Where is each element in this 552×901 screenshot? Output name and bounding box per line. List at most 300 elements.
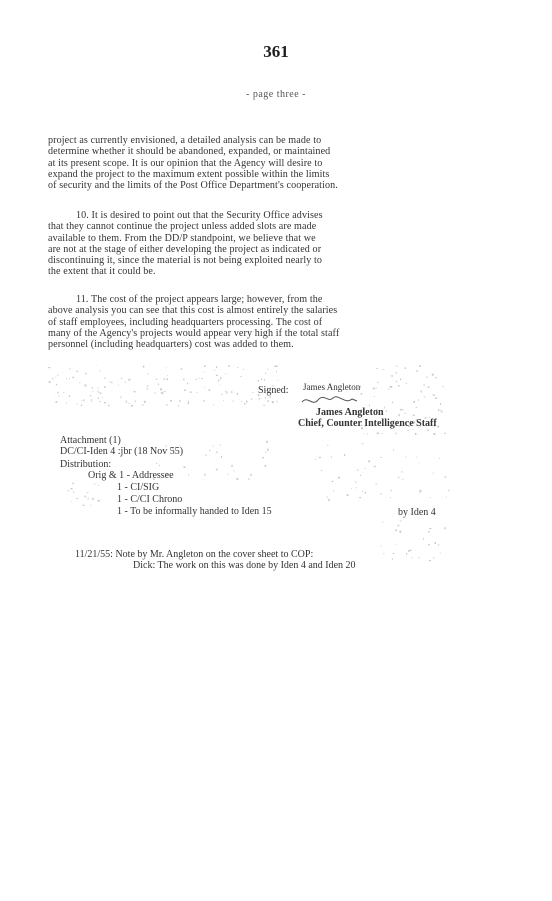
noise-speck <box>367 433 368 434</box>
noise-speck <box>419 463 420 464</box>
noise-speck <box>167 379 169 381</box>
noise-speck <box>121 378 123 379</box>
noise-speck <box>365 492 366 494</box>
noise-speck <box>204 366 206 368</box>
noise-speck <box>134 391 136 392</box>
noise-speck <box>204 400 205 402</box>
text-line: the extent that it could be. <box>48 266 156 278</box>
noise-speck <box>90 505 91 506</box>
noise-speck <box>128 379 130 381</box>
text-line: project as currently envisioned, a detailed analysis can be made to <box>48 135 322 146</box>
noise-speck <box>82 400 83 401</box>
noise-speck <box>164 391 165 392</box>
noise-speck <box>221 394 222 395</box>
noise-speck <box>250 474 251 476</box>
signed-label: Signed: <box>258 385 289 396</box>
distribution-item: Orig & 1 - Addressee <box>88 470 174 481</box>
noise-speck <box>49 381 51 383</box>
noise-speck <box>393 553 395 554</box>
noise-speck <box>369 405 370 407</box>
noise-speck <box>118 385 119 386</box>
noise-speck <box>244 403 245 405</box>
noise-speck <box>184 466 186 468</box>
noise-speck <box>156 379 158 380</box>
noise-speck <box>443 386 444 388</box>
noise-speck <box>92 387 93 389</box>
noise-speck <box>411 557 412 558</box>
noise-speck <box>202 378 203 379</box>
noise-speck <box>274 366 275 367</box>
noise-speck <box>377 368 378 369</box>
distribution-item: 1 - CI/SIG <box>117 482 160 493</box>
noise-speck <box>356 481 357 483</box>
noise-speck <box>68 490 70 491</box>
noise-speck <box>407 430 409 431</box>
noise-speck <box>420 490 422 492</box>
noise-speck <box>248 478 249 480</box>
noise-speck <box>264 405 265 406</box>
noise-speck <box>392 402 393 404</box>
noise-speck <box>365 468 366 469</box>
noise-speck <box>448 490 449 491</box>
noise-speck <box>120 397 121 399</box>
noise-speck <box>408 550 410 552</box>
noise-speck <box>184 390 186 391</box>
noise-speck <box>66 402 67 403</box>
noise-speck <box>90 395 91 396</box>
noise-speck <box>126 400 127 401</box>
noise-speck <box>190 392 192 393</box>
noise-speck <box>444 527 445 529</box>
noise-speck <box>377 382 378 383</box>
noise-speck <box>402 409 404 410</box>
noise-speck <box>410 550 412 551</box>
noise-speck <box>233 471 235 472</box>
noise-speck <box>444 433 446 434</box>
noise-speck <box>359 497 361 498</box>
noise-speck <box>97 398 99 399</box>
noise-speck <box>144 401 146 403</box>
text-line: of staff employees, including headquarters processing. The cost of <box>48 316 323 328</box>
noise-speck <box>228 365 229 367</box>
noise-speck <box>166 404 168 405</box>
noise-speck <box>195 379 197 380</box>
noise-speck <box>395 529 397 531</box>
noise-speck <box>69 396 70 398</box>
noise-speck <box>390 497 391 498</box>
text-line: many of the Agency's projects would appear very high if the total staff <box>48 327 340 339</box>
noise-speck <box>83 399 84 401</box>
noise-speck <box>100 370 101 372</box>
noise-speck <box>188 402 189 404</box>
noise-speck <box>391 490 392 491</box>
noise-speck <box>338 477 340 479</box>
noise-speck <box>401 471 402 472</box>
noise-speck <box>135 400 136 402</box>
noise-speck <box>400 521 402 522</box>
noise-speck <box>382 434 383 435</box>
noise-speck <box>58 396 59 397</box>
noise-speck <box>223 400 224 401</box>
noise-speck <box>104 378 106 379</box>
noise-speck <box>69 378 70 379</box>
text-line: 11. The cost of the project appears large; however, from the <box>76 294 323 305</box>
noise-speck <box>102 397 103 398</box>
noise-speck <box>110 381 111 382</box>
noise-speck <box>79 383 81 384</box>
text-line: at its present scope. It is our opinion that the Agency will desire to <box>48 157 323 169</box>
noise-speck <box>396 372 397 373</box>
noise-speck <box>91 399 92 400</box>
noise-speck <box>439 458 440 459</box>
noise-speck <box>77 371 79 372</box>
noise-speck <box>396 381 397 383</box>
noise-speck <box>413 401 415 403</box>
noise-speck <box>72 377 74 378</box>
noise-speck <box>406 553 407 555</box>
noise-speck <box>429 528 431 529</box>
noise-speck <box>321 470 322 471</box>
noise-speck <box>216 375 218 376</box>
noise-speck <box>270 396 271 397</box>
noise-speck <box>428 429 429 431</box>
noise-speck <box>166 368 167 369</box>
noise-speck <box>179 400 181 401</box>
noise-speck <box>71 501 72 502</box>
noise-speck <box>362 443 364 444</box>
noise-speck <box>383 553 384 554</box>
noise-speck <box>392 559 393 561</box>
noise-speck <box>258 380 260 381</box>
noise-speck <box>423 538 424 540</box>
noise-speck <box>76 404 77 405</box>
noise-speck <box>167 375 168 376</box>
noise-speck <box>382 522 383 523</box>
noise-speck <box>183 379 184 381</box>
noise-speck <box>405 457 406 458</box>
noise-speck <box>319 457 321 458</box>
noise-speck <box>386 410 387 412</box>
noise-speck <box>83 505 85 506</box>
noise-speck <box>155 392 156 394</box>
noise-speck <box>327 497 328 498</box>
noise-speck <box>98 485 99 486</box>
noise-speck <box>71 488 73 490</box>
text-line: personnel (including headquarters) cost was added to them. <box>48 339 294 351</box>
noise-speck <box>360 475 361 476</box>
noise-speck <box>87 492 89 493</box>
noise-speck <box>418 557 420 558</box>
noise-speck <box>277 380 278 381</box>
noise-speck <box>52 378 53 379</box>
noise-speck <box>220 377 221 379</box>
noise-speck <box>160 388 162 390</box>
noise-speck <box>237 367 238 368</box>
noise-speck <box>424 397 426 398</box>
noise-speck <box>277 401 278 403</box>
signed-name: James Angleton <box>303 382 361 392</box>
noise-speck <box>96 366 97 367</box>
noise-speck <box>328 499 330 501</box>
noise-speck <box>375 484 377 485</box>
noise-speck <box>205 455 206 457</box>
noise-speck <box>445 476 447 477</box>
noise-speck <box>104 402 106 403</box>
noise-speck <box>92 391 93 392</box>
noise-speck <box>111 382 113 383</box>
noise-speck <box>396 366 397 367</box>
text-line: that they cannot continue the project unless added slots are made <box>48 221 317 233</box>
noise-speck <box>351 488 352 489</box>
noise-speck <box>398 385 400 386</box>
noise-speck <box>381 457 383 458</box>
noise-speck <box>221 456 222 458</box>
noise-speck <box>213 404 214 405</box>
noise-speck <box>265 452 266 453</box>
noise-speck <box>433 558 435 559</box>
noise-speck <box>332 481 334 482</box>
noise-speck <box>420 390 421 391</box>
noise-speck <box>344 454 345 456</box>
noise-speck <box>131 405 133 407</box>
noise-speck <box>63 392 64 393</box>
noise-speck <box>100 401 101 402</box>
noise-speck <box>428 544 430 545</box>
noise-speck <box>220 444 221 445</box>
noise-speck <box>403 479 404 481</box>
noise-speck <box>162 392 163 394</box>
noise-speck <box>373 388 375 390</box>
noise-speck <box>418 399 419 401</box>
text-line: 10. It is desired to point out that the Security Office advises <box>76 210 323 221</box>
note-line: 11/21/55: Note by Mr. Angleton on the cover sheet to COP: <box>75 549 314 560</box>
noise-speck <box>216 452 217 453</box>
noise-speck <box>232 401 234 402</box>
noise-speck <box>241 401 242 402</box>
text-line: expand the project to the maximum extent possible within the limits <box>48 168 330 180</box>
noise-speck <box>395 433 396 435</box>
noise-speck <box>205 387 206 388</box>
noise-speck <box>405 413 407 414</box>
noise-speck <box>73 483 74 485</box>
page-number: 361 <box>263 42 289 61</box>
noise-speck <box>66 378 67 379</box>
page-label: - page three - <box>245 89 307 100</box>
noise-speck <box>374 396 375 397</box>
noise-speck <box>438 544 439 545</box>
signer-title: Chief, Counter Intelligence Staff <box>298 418 437 429</box>
distribution-item: 1 - C/CI Chrono <box>117 494 183 505</box>
noise-speck <box>216 366 217 368</box>
noise-speck <box>231 465 232 467</box>
noise-speck <box>54 395 55 396</box>
noise-speck <box>327 445 329 446</box>
noise-speck <box>98 500 100 502</box>
noise-speck <box>100 392 102 394</box>
noise-speck <box>381 546 382 547</box>
noise-speck <box>220 384 221 385</box>
noise-speck <box>94 483 95 484</box>
noise-speck <box>81 405 83 406</box>
noise-speck <box>148 374 149 375</box>
noise-speck <box>56 377 57 378</box>
noise-speck <box>91 401 93 402</box>
noise-speck <box>48 367 50 368</box>
noise-speck <box>384 407 385 409</box>
noise-speck <box>266 441 268 443</box>
noise-speck <box>383 369 385 370</box>
distribution-label: Distribution: <box>60 459 112 470</box>
noise-speck <box>188 474 189 476</box>
noise-speck <box>267 400 268 402</box>
noise-speck <box>181 368 183 370</box>
noise-speck <box>252 392 254 393</box>
noise-speck <box>125 382 126 383</box>
noise-speck <box>146 389 148 390</box>
noise-speck <box>265 465 267 467</box>
noise-speck <box>416 370 417 372</box>
noise-speck <box>415 433 416 435</box>
noise-speck <box>225 374 226 375</box>
noise-speck <box>446 497 447 498</box>
noise-speck <box>265 373 266 374</box>
noise-speck <box>203 479 204 480</box>
noise-speck <box>128 403 130 404</box>
noise-speck <box>143 366 144 368</box>
text-line: above analysis you can see that this cost is almost entirely the salaries <box>48 305 338 317</box>
noise-speck <box>331 456 332 458</box>
typed-name: James Angleton <box>316 407 384 418</box>
noise-speck <box>441 411 443 412</box>
noise-speck <box>376 387 377 389</box>
noise-speck <box>419 365 421 367</box>
noise-speck <box>57 392 58 394</box>
noise-speck <box>317 457 318 458</box>
noise-speck <box>400 379 401 380</box>
noise-speck <box>315 459 316 460</box>
noise-speck <box>276 371 277 373</box>
noise-speck <box>73 491 74 492</box>
noise-speck <box>187 383 188 385</box>
noise-speck <box>377 433 379 435</box>
noise-speck <box>147 385 148 386</box>
noise-speck <box>188 401 189 402</box>
noise-speck <box>432 374 434 376</box>
noise-speck <box>333 490 334 491</box>
noise-speck <box>428 531 429 533</box>
noise-speck <box>213 446 214 447</box>
noise-speck <box>209 389 211 391</box>
noise-speck <box>156 463 157 464</box>
noise-speck <box>388 388 389 389</box>
noise-speck <box>399 414 400 416</box>
noise-speck <box>437 426 439 428</box>
noise-speck <box>421 392 422 393</box>
text-line: determine whether it should be abandoned, expanded, or maintained <box>48 146 331 158</box>
noise-speck <box>199 378 201 379</box>
noise-speck <box>170 400 172 402</box>
noise-speck <box>227 474 228 475</box>
noise-speck <box>416 457 417 458</box>
noise-speck <box>158 384 159 386</box>
noise-speck <box>58 375 59 376</box>
noise-speck <box>435 542 436 544</box>
noise-speck <box>428 386 429 388</box>
noise-speck <box>413 415 415 416</box>
noise-speck <box>381 494 382 495</box>
noise-speck <box>251 399 252 400</box>
text-line: available to them. From the DD/P standpoint, we believe that we <box>48 232 316 244</box>
noise-speck <box>429 560 431 561</box>
noise-speck <box>262 457 264 458</box>
text-line: of security and the limits of the Post Office Department's cooperation. <box>48 180 338 192</box>
noise-speck <box>259 398 261 399</box>
noise-speck <box>440 553 441 554</box>
noise-speck <box>430 497 431 498</box>
noise-speck <box>196 392 198 393</box>
noise-speck <box>237 393 238 395</box>
noise-speck <box>363 433 364 434</box>
noise-speck <box>104 386 106 388</box>
noise-speck <box>85 385 87 387</box>
noise-speck <box>426 377 427 378</box>
noise-speck <box>433 473 434 474</box>
noise-speck <box>391 375 393 376</box>
noise-speck <box>97 391 98 392</box>
noise-speck <box>85 373 86 375</box>
noise-speck <box>264 379 265 381</box>
noise-speck <box>356 487 357 488</box>
noise-speck <box>424 384 425 386</box>
distribution-item: 1 - To be informally handed to Iden 15 <box>117 506 272 517</box>
noise-speck <box>246 401 247 403</box>
noise-speck <box>400 409 402 411</box>
noise-speck <box>267 449 269 451</box>
distribution-by: by Iden 4 <box>398 507 436 518</box>
noise-speck <box>440 403 441 405</box>
noise-speck <box>126 402 128 403</box>
noise-speck <box>216 469 218 470</box>
noise-speck <box>236 478 238 480</box>
noise-speck <box>108 405 109 407</box>
noise-speck <box>56 384 57 386</box>
noise-speck <box>368 460 370 462</box>
noise-speck <box>347 494 349 496</box>
noise-speck <box>261 379 262 380</box>
noise-speck <box>214 370 215 371</box>
noise-speck <box>438 409 439 411</box>
noise-speck <box>416 407 418 408</box>
text-line: are not at the stage of either developing the project as indicated or <box>48 243 322 255</box>
noise-speck <box>92 498 93 500</box>
noise-speck <box>398 477 400 478</box>
noise-speck <box>440 410 441 411</box>
noise-speck <box>231 391 232 393</box>
noise-speck <box>76 498 78 499</box>
noise-speck <box>374 466 376 467</box>
noise-speck <box>265 397 266 399</box>
note-line: Dick: The work on this was done by Iden 4 and Iden 20 <box>133 560 356 571</box>
noise-speck <box>405 367 407 369</box>
noise-speck <box>361 393 363 394</box>
noise-speck <box>99 392 100 394</box>
noise-speck <box>398 525 400 526</box>
noise-speck <box>393 449 394 451</box>
noise-speck <box>226 392 227 394</box>
noise-speck <box>272 401 274 403</box>
noise-speck <box>142 405 144 406</box>
originator-line: DC/CI-Iden 4 :jbr (18 Nov 55) <box>60 446 184 457</box>
